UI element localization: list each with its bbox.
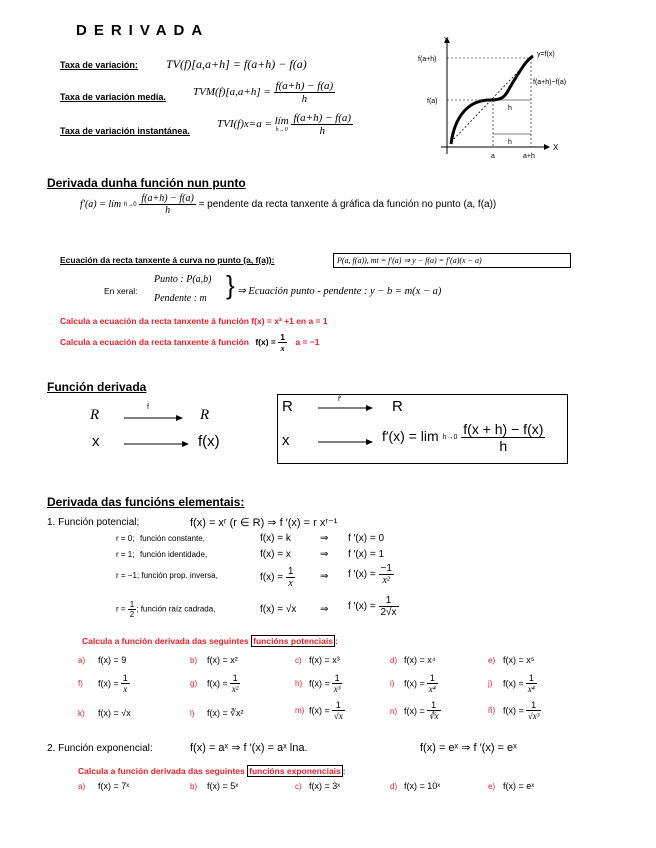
fraction-den: x³ — [333, 684, 341, 694]
exercise-function: f(x) = x⁵ — [503, 655, 535, 665]
general-result: ⇒ Ecuación punto - pendente : y − b = m(x − a) — [237, 286, 442, 297]
ex2-pre: Calcula a ecuación da recta tanxente á función — [60, 336, 249, 347]
ex2-fraction: $\frac{1}{x}$ — [280, 332, 285, 353]
exercise-letter: k) — [78, 709, 85, 718]
box-r1: R — [282, 398, 293, 415]
exercise-function: f(x) = 5ˣ — [207, 781, 239, 791]
tangent-exercise-1: Calcula a ecuación da recta tanxente á función f(x) = x² +1 en a = 1 — [60, 316, 328, 326]
exercise-item — [390, 655, 436, 665]
box-x: x — [282, 432, 290, 449]
exercise-letter: a) — [78, 782, 86, 791]
box-arrow-2 — [318, 438, 374, 446]
exercise-letter: b) — [190, 656, 198, 665]
tvi-den: h — [319, 125, 325, 137]
exponential-exercise-box: funcións exponenciais — [249, 766, 341, 776]
box-arrow-1 — [318, 404, 374, 412]
mapping-f: f — [147, 404, 149, 411]
mapping-arrow-1 — [124, 414, 184, 422]
tvm-fraction — [274, 80, 336, 105]
derived-function-heading: Función derivada — [47, 380, 147, 394]
fraction-den: √x — [333, 711, 343, 721]
graph-a-label: a — [491, 153, 495, 160]
general-brace: } — [226, 270, 235, 300]
exercise-item — [190, 781, 238, 791]
elementary-heading: Derivada das funcións elementais: — [47, 495, 245, 509]
mapping-arrow-2 — [124, 440, 190, 448]
graph-fa-label: f(a) — [427, 98, 438, 105]
exercise-item — [190, 655, 238, 665]
case-arrow: ⇒ — [320, 549, 329, 560]
exercise-item — [78, 708, 131, 718]
exercise-letter: f) — [78, 679, 83, 688]
exercise-letter: n) — [390, 706, 398, 716]
case-name: función constante, — [140, 534, 205, 543]
exercise-function: f(x) = — [309, 678, 330, 689]
mapping-r1: R — [90, 407, 100, 423]
exercise-letter: l) — [190, 709, 195, 718]
graph-curve-label: y=f(x) — [537, 51, 555, 58]
exercise-letter: i) — [390, 679, 395, 688]
tangent-graph — [415, 34, 595, 164]
general-pendente: Pendente : m — [154, 293, 207, 304]
exercise-function: f(x) = 10ˣ — [404, 781, 441, 791]
p2-rule: f(x) = aˣ ⇒ f ′(x) = aˣ lna. — [190, 742, 308, 754]
tvi-lhs: TVI(f)x=a = — [217, 118, 272, 131]
exercise-function: f(x) = — [98, 678, 119, 689]
fraction-num: 1 — [230, 673, 241, 684]
box-derivative-formula — [382, 421, 545, 454]
graph-y-label: Y — [444, 37, 449, 44]
tvi-formula — [217, 112, 353, 137]
box-lhs: f′(x) = lim — [382, 428, 439, 445]
p1-rule: f(x) = xʳ (r ∈ R) ⇒ f ′(x) = r xʳ⁻¹ — [190, 517, 338, 529]
tvi-label: Taxa de variación instantánea. — [60, 126, 190, 136]
fraction-den: x⁴ — [428, 684, 436, 694]
graph-x-label: X — [553, 143, 559, 152]
exercise-fraction — [332, 700, 345, 721]
exercise-function: f(x) = — [404, 678, 425, 689]
case-condition: r = 0; — [116, 534, 135, 543]
exercise-fraction — [121, 673, 130, 694]
tangent-label: Ecuación da recta tanxente á curva no punto (a, f(a)): — [60, 255, 275, 265]
exercise-item — [295, 781, 340, 791]
exercise-letter: e) — [488, 656, 496, 665]
tvi-fraction — [291, 112, 353, 137]
inverse-arrow: ⇒ — [320, 571, 329, 582]
root-derivative: f ′(x) = $\frac{1}{2√x}$ — [348, 595, 397, 618]
fraction-den: x — [123, 684, 128, 694]
exercise-item — [488, 700, 541, 721]
pd-lhs: f′(a) = lím — [80, 199, 122, 211]
mapping-fx: f(x) — [198, 433, 220, 450]
pd-num: f(a+h) − f(a) — [141, 193, 194, 204]
mapping-r2: R — [200, 407, 210, 423]
tvm-label: Taxa de variación media. — [60, 92, 166, 102]
exercise-item — [390, 781, 440, 791]
fraction-num: 1 — [427, 673, 438, 684]
exercise-function: f(x) = eˣ — [503, 781, 535, 791]
case-derivative: f ′(x) = 0 — [348, 533, 385, 544]
exercise-item — [488, 781, 534, 791]
box-r2: R — [392, 398, 403, 415]
exercise-fraction — [230, 673, 241, 694]
exercise-item — [78, 673, 130, 694]
fraction-den: x⁴ — [527, 684, 535, 694]
graph-diff-label: f(a+h)−f(a) — [533, 79, 567, 86]
exercise-item — [488, 673, 537, 694]
root-arrow: ⇒ — [320, 604, 329, 615]
mapping-x: x — [92, 433, 100, 450]
inverse-derivative: f ′(x) = $\frac{-1}{\text{x²}}$ — [348, 563, 392, 586]
box-lim-sub: h→0 — [442, 434, 458, 441]
exercise-item — [78, 781, 129, 791]
exercise-letter: d) — [390, 656, 398, 665]
potential-exercise-title: Calcula a función derivada das seguintes funcións potenciais : — [82, 636, 338, 646]
tv-label: Taxa de variación: — [60, 60, 138, 70]
general-punto: Punto : P(a,b) — [154, 274, 212, 285]
graph-ah-label: a+h — [523, 153, 535, 160]
exercise-function: f(x) = — [503, 705, 524, 716]
exercise-item — [295, 655, 340, 665]
exercise-item — [190, 708, 243, 719]
ex2-post: a = −1 — [295, 336, 320, 347]
pd-lim-sub: h→0 — [123, 201, 137, 208]
inverse-f: f(x) = $\frac{1}{x}$ — [260, 566, 294, 589]
tangent-exercise-2 — [60, 332, 319, 353]
pd-text: = pendente da recta tanxente á gráfica da función no punto (a, f(a)) — [198, 199, 497, 211]
exercise-item — [390, 700, 441, 722]
fraction-num: 1 — [332, 673, 343, 684]
exercise-item — [488, 655, 534, 665]
tvi-num: f(a+h) − f(a) — [293, 112, 352, 124]
exercise-function: f(x) = x³ — [309, 655, 340, 665]
graph-h-label-2: h — [508, 139, 512, 146]
exercise-function: f(x) = 9 — [98, 655, 127, 665]
case-derivative: f ′(x) = 1 — [348, 549, 385, 560]
exercise-letter: j) — [488, 679, 493, 688]
tvm-formula — [193, 80, 335, 105]
point-derivative-heading: Derivada dunha función nun punto — [47, 176, 246, 190]
exercise-function: f(x) = 3ˣ — [309, 781, 341, 791]
exercise-letter: h) — [295, 679, 303, 688]
exercise-function: f(x) = √x — [98, 708, 131, 718]
case-arrow: ⇒ — [320, 533, 329, 544]
exercise-function: f(x) = — [309, 705, 330, 716]
exercise-fraction — [427, 673, 438, 694]
box-num: f(x + h) − f(x) — [463, 421, 544, 437]
exercise-letter: m) — [295, 706, 305, 715]
exercise-fraction — [427, 700, 441, 722]
fraction-den: √x³ — [527, 711, 540, 721]
exercise-letter: b) — [190, 782, 198, 791]
exponential-exercise-title: Calcula a función derivada das seguintes funcións exponenciais : — [78, 766, 346, 776]
exercise-letter: a) — [78, 656, 86, 665]
exercise-item — [295, 673, 342, 694]
case-function: f(x) = x — [260, 549, 291, 560]
box-fraction — [461, 421, 545, 454]
case-condition: r = 1; — [116, 550, 135, 559]
exercise-function: f(x) = x⁴ — [404, 655, 436, 665]
potential-exercise-box: funcións potenciais — [253, 636, 333, 646]
fraction-den: ∛x — [428, 711, 439, 721]
box-den: h — [499, 438, 508, 454]
fraction-num: 1 — [332, 700, 345, 711]
tvm-lhs: TVM(f)[a,a+h] = — [193, 86, 271, 99]
exercise-letter: e) — [488, 782, 496, 791]
exercise-function: f(x) = — [404, 706, 425, 716]
box-fprime: f′ — [338, 396, 342, 403]
exercise-letter: g) — [190, 679, 198, 688]
exercise-item — [78, 655, 126, 665]
tvi-lim: lím h→0 — [274, 115, 289, 133]
pd-den: h — [165, 205, 171, 216]
tangent-boxed-formula: P(a, f(a)), mt = f′(a) ⇒ y − f(a) = f′(a)(x − a) — [333, 253, 571, 268]
inverse-case: r = −1; función prop. inversa, — [116, 571, 218, 580]
exercise-function: f(x) = 7ˣ — [98, 781, 130, 791]
exercise-fraction — [526, 673, 537, 694]
exercise-function: f(x) = — [503, 678, 524, 689]
fraction-num: 1 — [122, 673, 128, 683]
point-derivative-formula — [80, 193, 496, 216]
exercise-letter: d) — [390, 782, 398, 791]
fraction-den: x² — [231, 684, 239, 694]
exercise-fraction — [332, 673, 343, 694]
exercise-item — [390, 673, 438, 694]
root-case: r = $\frac{1}{2}$ ; función raíz cadrada, — [116, 600, 216, 619]
page-title: DERIVADA — [76, 22, 210, 39]
tvm-num: f(a+h) − f(a) — [275, 80, 334, 92]
case-name: función identidade, — [140, 550, 208, 559]
exercise-function: f(x) = ∛x² — [207, 708, 244, 718]
exercise-item — [190, 673, 240, 694]
exercise-letter: ñ) — [488, 706, 496, 715]
fraction-num: 1 — [427, 700, 441, 711]
p2-title: 2. Función exponencial: — [47, 743, 153, 754]
pd-fraction — [139, 193, 195, 216]
ex2-fx: f(x) = — [255, 336, 276, 347]
exercise-item — [295, 700, 345, 721]
exercise-fraction — [526, 700, 542, 721]
general-label: En xeral: — [104, 286, 138, 296]
p1-title: 1. Función potencial; — [47, 517, 140, 528]
fraction-num: 1 — [526, 700, 542, 711]
exercise-letter: c) — [295, 656, 302, 665]
case-function: f(x) = k — [260, 533, 291, 544]
exercise-function: f(x) = — [207, 678, 228, 689]
graph-fah-label: f(a+h) — [418, 56, 437, 63]
root-f: f(x) = √x — [260, 604, 297, 615]
graph-h-label-1: h — [508, 105, 512, 112]
p2-rule-e: f(x) = eˣ ⇒ f ′(x) = eˣ — [420, 742, 517, 754]
tvm-den: h — [301, 93, 308, 105]
exercise-function: f(x) = x² — [207, 655, 238, 665]
tv-formula: TV(f)[a,a+h] = f(a+h) − f(a) — [166, 57, 307, 71]
exercise-letter: c) — [295, 782, 302, 791]
fraction-num: 1 — [526, 673, 537, 684]
